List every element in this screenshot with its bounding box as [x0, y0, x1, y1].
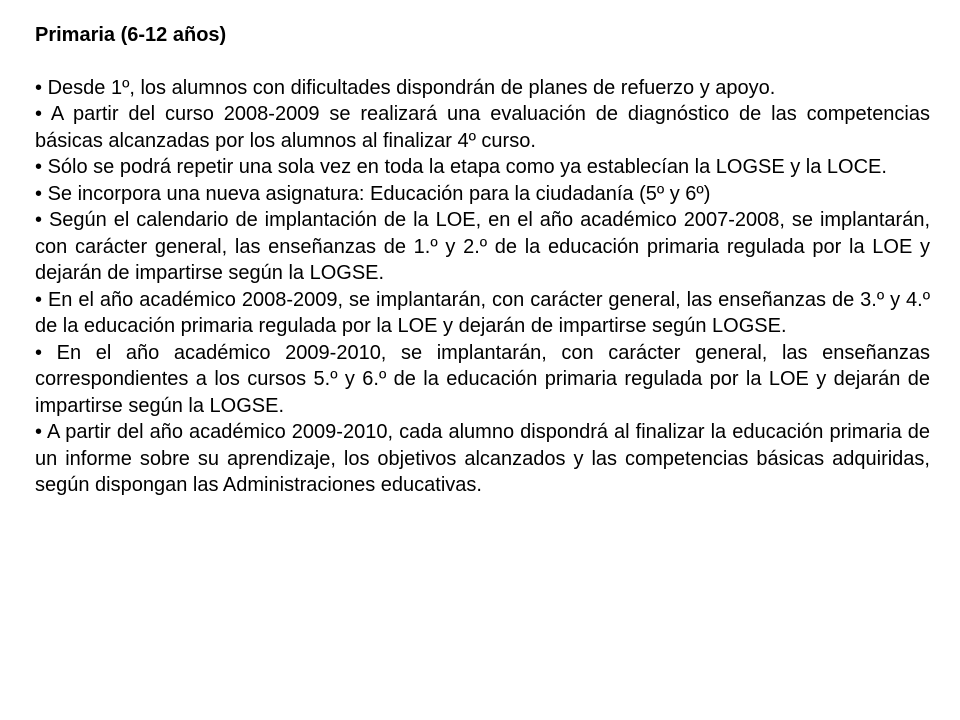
bullet-dot: • [35, 156, 43, 178]
bullet-item [35, 181, 930, 208]
bullet-text: A partir del curso 2008-2009 se realizará una evaluación de diagnóstico de las competencias básicas alcanzadas por los alumnos al finalizar 4º curso. [35, 103, 931, 152]
bullet-text: Se incorpora una nueva asignatura: Educación para la ciudadanía (5º y 6º) [47, 182, 711, 205]
bullet-text: Según el calendario de implantación de la LOE, en el año académico 2007-2008, se implantarán, con carácter general, las enseñanzas de 1.º y 2.º de la educación primaria regulada por la LOE y dejarán de impartirse según la LOGSE. [35, 209, 931, 284]
bullet-item [35, 287, 930, 340]
bullet-text: En el año académico 2009-2010, se implantarán, con carácter general, las enseñanzas correspondientes a los cursos 5.º y 6.º de la educación primaria regulada por la LOE y dejarán de impartirse según la LOGSE. [35, 341, 930, 417]
bullet-item [35, 75, 930, 102]
bullet-dot: • [35, 76, 43, 99]
bullet-item [35, 340, 930, 420]
bullet-dot: • [35, 103, 43, 125]
bullet-list [35, 75, 930, 499]
bullet-item [35, 154, 930, 181]
bullet-item [35, 419, 930, 499]
bullet-dot: • [35, 288, 43, 311]
bullet-item [35, 207, 930, 287]
slide-title: Primaria (6-12 años) [35, 24, 227, 46]
bullet-text: A partir del año académico 2009-2010, cada alumno dispondrá al finalizar la educación primaria de un informe sobre su aprendizaje, los objetivos alcanzados y las competencias básicas adquiridas, según dispongan las Administraciones educativas. [35, 421, 931, 496]
bullet-dot: • [35, 182, 43, 205]
bullet-text: Sólo se podrá repetir una sola vez en toda la etapa como ya establecían la LOGSE y la LOCE. [47, 156, 887, 178]
bullet-text: Desde 1º, los alumnos con dificultades dispondrán de planes de refuerzo y apoyo. [47, 76, 776, 99]
bullet-text: En el año académico 2008-2009, se implantarán, con carácter general, las enseñanzas de 3.º y 4.º de la educación primaria regulada por la LOE y dejarán de impartirse según LOGSE. [35, 288, 930, 337]
bullet-dot: • [35, 421, 43, 443]
bullet-dot: • [35, 341, 43, 364]
bullet-item [35, 101, 930, 154]
slide-content [35, 22, 930, 499]
bullet-dot: • [35, 209, 43, 231]
